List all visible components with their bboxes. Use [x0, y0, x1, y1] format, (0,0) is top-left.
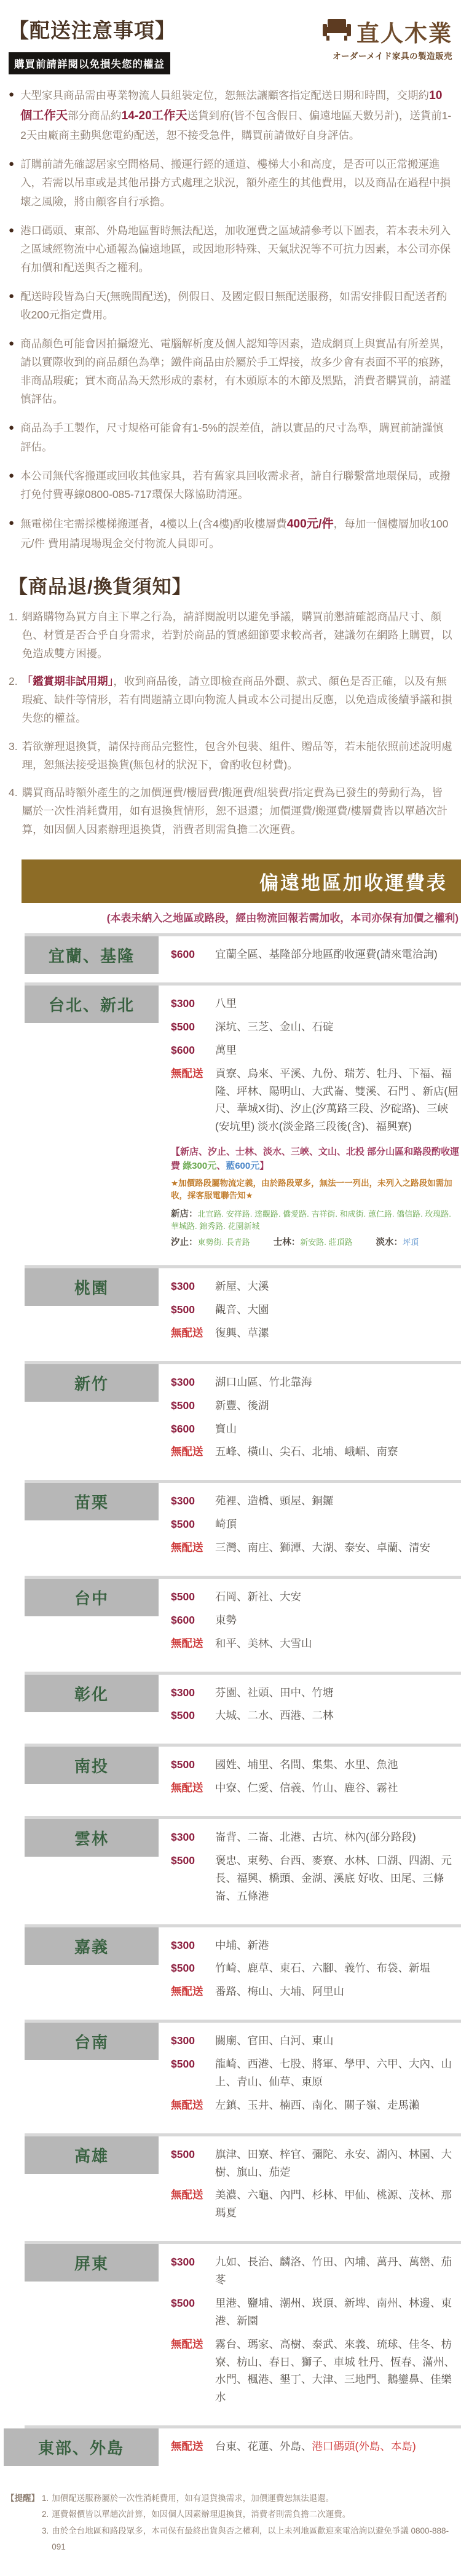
- notices-list: [0, 85, 461, 553]
- return-text: [22, 672, 452, 727]
- fee-line: [171, 1852, 461, 1905]
- page-title: 【配送注意事項】: [9, 19, 176, 42]
- text-segment: 配送時段皆為白天(無晚間配送)，例假日、及國定假日無配送服務，如需安排假日配送者酌收200元指定費用。: [20, 290, 447, 321]
- page-header: [0, 9, 461, 76]
- fee-table-row: [25, 933, 461, 974]
- fee-line: [171, 1937, 461, 1954]
- fee-line: [171, 946, 461, 963]
- return-text: [22, 737, 452, 774]
- return-item: [9, 607, 452, 663]
- fee-price: 無配送: [171, 1782, 203, 1795]
- notice-item: [9, 221, 452, 277]
- fee-line: [171, 1301, 461, 1319]
- text-segment: 【新店、汐止、士林、淡水、三峽、文山、北投 部分山區和路段酌收運費: [171, 1147, 460, 1171]
- area-text: 中埔、新港: [215, 1938, 269, 1951]
- area-text: 萬里: [215, 1043, 237, 1056]
- text-segment: ，收到商品後，請立即檢查商品外觀、款式、顏色是否正確，以及有無瑕疵、缺件等情形，若有問題請立即向物流人員或本公司提出反應，以免造成後續爭議和損失您的權益。: [22, 675, 452, 725]
- fee-areas: [215, 1756, 398, 1774]
- reminder-text: 加價配送服務屬於一次性消耗費用，如有退貨換需求，加價運費恕無法退還。: [52, 2494, 334, 2503]
- bullet-icon: ●: [9, 470, 15, 481]
- region-label: 彰化: [25, 1675, 159, 1712]
- reminder-item: [42, 2507, 455, 2523]
- fee-areas: [215, 1635, 312, 1653]
- fee-lines: [159, 1579, 461, 1663]
- text-segment: 、: [216, 1160, 226, 1171]
- notice-text: [20, 287, 452, 324]
- road-group: [171, 1235, 250, 1248]
- region-label: 屏東: [25, 2244, 159, 2282]
- fee-line: [171, 1539, 461, 1557]
- fee-areas: [215, 1937, 269, 1954]
- area-text: 台東、花蓮、外島、: [215, 2440, 312, 2453]
- road-names: 東勢街. 長青路: [197, 1238, 250, 1247]
- fee-price: $300: [171, 1375, 195, 1388]
- notice-item: [9, 85, 452, 144]
- fee-line: [171, 1828, 461, 1846]
- road-list: [171, 1207, 461, 1248]
- fee-price: 無配送: [171, 2337, 203, 2350]
- text-segment: 商品為手工製作，尺寸規格可能會有1-5%的誤差值，請以實品的尺寸為準，購買前請謹慎評估。: [20, 422, 444, 453]
- item-number: 4.: [9, 786, 18, 799]
- notice-text: [20, 85, 452, 144]
- return-text: [22, 783, 452, 839]
- text-segment: 訂購前請先確認居家空間格局、搬運行經的通道、樓梯大小和高度，是否可以正常搬運進入，若需以吊車或是其他吊掛方式處理之狀況，額外產生的其他費用，以及商品在過程中損壞之風險，將由顧客自行承擔。: [20, 158, 451, 208]
- area-text: 褒忠、東勢、台西、麥寮、水林、口湖、四湖、元長、福興、橋頭、金湖、溪底 好收、田尾、三條崙、五條港: [215, 1854, 452, 1902]
- fee-areas: [215, 2096, 420, 2114]
- notice-text: [20, 221, 452, 277]
- taipei-surcharge-note: [171, 1145, 461, 1248]
- fee-price: 無配送: [171, 1326, 203, 1339]
- item-number: 1.: [9, 610, 18, 623]
- fee-price: 無配送: [171, 1445, 203, 1458]
- reminder-list: [42, 2491, 455, 2555]
- text-segment: 本公司無代客搬運或回收其他家具，若有舊家具回收需求者，請自行聯繫當地環保局，或撥打免付費專線0800-085-717環保大隊協助清運。: [20, 469, 451, 500]
- notice-text: [20, 514, 452, 553]
- area-text: 國姓、埔里、名間、集集、水里、魚池: [215, 1758, 398, 1771]
- fee-line: [171, 1707, 461, 1725]
- fee-line: [171, 1779, 461, 1797]
- fee-price: 無配送: [171, 2440, 203, 2453]
- fee-price: $500: [171, 1518, 195, 1531]
- fee-price: $500: [171, 2296, 195, 2309]
- brand-row: [323, 15, 452, 48]
- fee-areas: [215, 2186, 461, 2222]
- road-names: 新安路. 莊頂路: [300, 1238, 353, 1247]
- fee-areas: [215, 2253, 461, 2289]
- region-label: 宜蘭、基隆: [25, 936, 159, 974]
- fee-areas: [215, 946, 438, 963]
- fee-line: [171, 1018, 461, 1036]
- section-title-returns: 【商品退/換貨須知】: [9, 576, 192, 598]
- fee-lines: [159, 2023, 461, 2125]
- fee-table-row: [25, 2425, 461, 2466]
- fee-areas: [215, 2336, 461, 2407]
- area-text: 和平、美林、大雪山: [215, 1637, 312, 1650]
- area-text: 宜蘭全區、基隆部分地區酌收運費(請來電洽詢): [215, 948, 438, 961]
- fee-line: [171, 2336, 461, 2407]
- area-text: 美濃、六龜、內門、杉林、甲仙、桃源、茂林、那瑪夏: [215, 2189, 452, 2219]
- fee-areas: [215, 1684, 334, 1702]
- reminder-item: [42, 2523, 455, 2556]
- fee-lines: [159, 1927, 461, 2012]
- bullet-icon: ●: [9, 224, 15, 235]
- note-star-line: ★加價路段屬物流定義，由於路段眾多，無法一一列出，未列入之路段如需加收，採客服電聯告知★: [171, 1179, 452, 1201]
- item-number: 3.: [9, 740, 18, 753]
- fee-lines: [159, 2428, 461, 2466]
- text-segment: 網路購物為買方自主下單之行為，請詳閱說明以避免爭議，購買前懇請確認商品尺寸、顏色、材質是否合乎自身需求，若對於商品的質感細節要求較高者，建議勿在網路上購買，以免造成雙方困擾。: [22, 610, 452, 660]
- fee-line: [171, 2096, 461, 2114]
- notice-text: [20, 334, 452, 408]
- area-text: 里港、鹽埔、潮州、崁頂、新埤、南州、林邊、東港、新園: [215, 2296, 452, 2327]
- sofa-icon: [323, 19, 351, 44]
- region-label: 東部、外島: [4, 2428, 159, 2466]
- area-text: 芬園、社頭、田中、竹塘: [215, 1686, 334, 1699]
- fee-table-row: [25, 1576, 461, 1663]
- bullet-icon: ●: [9, 422, 15, 433]
- fee-price: $600: [171, 1613, 195, 1626]
- notice-text: [20, 155, 452, 210]
- road-district-label: 淡水：: [376, 1238, 403, 1248]
- area-text: 中寮、仁愛、信義、竹山、鹿谷、霧社: [215, 1782, 398, 1795]
- fee-lines: [159, 1364, 461, 1472]
- fee-price: $500: [171, 1854, 195, 1867]
- fee-areas: [215, 2146, 461, 2181]
- fee-lines: [159, 1268, 461, 1353]
- fee-line: [171, 1373, 461, 1391]
- fee-price: $500: [171, 1709, 195, 1722]
- fee-areas: [215, 1611, 237, 1629]
- fee-table: [0, 933, 461, 2466]
- brand-logo: [323, 15, 452, 61]
- area-text: 竹崎、鹿草、東石、六腳、義竹、布袋、新塭: [215, 1962, 430, 1975]
- item-number: 1.: [42, 2494, 49, 2503]
- fee-price: $300: [171, 1686, 195, 1699]
- fee-table-row: [25, 2241, 461, 2417]
- fee-areas: [215, 1373, 312, 1391]
- fee-line: [171, 1278, 461, 1295]
- brand-name: 直人木業: [357, 22, 452, 47]
- text-segment: 10個工作天: [20, 89, 443, 123]
- fee-price: $300: [171, 1831, 195, 1844]
- fee-price: $500: [171, 2147, 195, 2160]
- fee-price: 無配送: [171, 2098, 203, 2111]
- fee-table-row: [25, 1924, 461, 2012]
- notice-item: [9, 334, 452, 408]
- region-label: 台南: [25, 2023, 159, 2060]
- road-row: [171, 1207, 461, 1231]
- fee-price: $500: [171, 1399, 195, 1412]
- fee-lines: [159, 2244, 461, 2417]
- reminder-item: [42, 2491, 455, 2507]
- area-text: 東勢: [215, 1613, 237, 1626]
- fee-line: [171, 1756, 461, 1774]
- fee-table-row: [25, 1744, 461, 1808]
- fee-line: [171, 1041, 461, 1059]
- fee-table-note: (本表未納入之地區或路段，經由物流回報若需加收，本司亦保有加價之權利): [106, 912, 459, 925]
- return-text: [22, 607, 452, 663]
- fee-line: [171, 1684, 461, 1702]
- fee-price: $300: [171, 997, 195, 1010]
- fee-price: $600: [171, 948, 195, 961]
- fee-line: [171, 1420, 461, 1438]
- fee-areas: [215, 1018, 334, 1036]
- area-text: 三灣、南庄、獅潭、大湖、泰安、卓蘭、清安: [215, 1541, 430, 1554]
- item-number: 3.: [42, 2526, 49, 2535]
- fee-line: [171, 995, 461, 1013]
- fee-line: [171, 1443, 461, 1461]
- fee-line: [171, 2146, 461, 2181]
- brand-tagline: オーダーメイド家具の製造販売: [332, 52, 452, 61]
- fee-areas: [215, 2055, 461, 2091]
- fee-line: [171, 1588, 461, 1606]
- fee-lines: [159, 1675, 461, 1736]
- fee-table-row: [25, 2133, 461, 2233]
- area-text: 霧台、瑪家、高樹、泰武、來義、琉球、佳冬、枋寮、枋山、春日、獅子、車城 牡丹、恆春、滿州、水門、楓港、墾丁、大津、三地門、鵝鑾鼻、佳樂水: [215, 2337, 455, 2404]
- fee-lines: [159, 1747, 461, 1808]
- area-text: 番路、梅山、大埔、阿里山: [215, 1985, 344, 1998]
- reminder-label: 【提醒】: [6, 2494, 39, 2503]
- text-segment: 無電梯住宅需採樓梯搬運者，4樓以上(含4樓)酌收樓層費: [20, 517, 287, 530]
- region-label: 桃園: [25, 1268, 159, 1306]
- road-group: [376, 1235, 419, 1248]
- region-label: 台中: [25, 1579, 159, 1616]
- fee-table-banner: 偏遠地區加收運費表: [22, 859, 461, 903]
- notice-text: [20, 419, 452, 456]
- area-text: 新屋、大溪: [215, 1280, 269, 1293]
- area-text: 寶山: [215, 1422, 237, 1435]
- area-text: 八里: [215, 997, 237, 1010]
- region-label: 嘉義: [25, 1927, 159, 1965]
- region-label: 苗栗: [25, 1483, 159, 1520]
- fee-price: 無配送: [171, 1637, 203, 1650]
- fee-price: $300: [171, 1495, 195, 1507]
- return-item: [9, 783, 452, 839]
- fee-areas: [215, 1041, 237, 1059]
- text-segment: 400元/件: [286, 517, 334, 531]
- fee-line: [171, 1065, 461, 1136]
- fee-table-row: [25, 1361, 461, 1472]
- return-item: [9, 672, 452, 727]
- reminder-footnote: [6, 2491, 455, 2555]
- region-label: 新竹: [25, 1364, 159, 1402]
- bullet-icon: ●: [9, 338, 15, 349]
- fee-price: $500: [171, 1020, 195, 1033]
- fee-line: [171, 1611, 461, 1629]
- road-names: 北宜路. 安祥路. 達觀路. 僑愛路. 吉祥街. 和成街. 蕙仁路. 僑信路. 玫瑰路. 華城路. 錦秀路. 花園新城: [171, 1209, 451, 1231]
- bullet-icon: ●: [9, 517, 15, 528]
- fee-price: $500: [171, 1303, 195, 1316]
- text-segment: ，每加一個樓層加收100元/件 費用請現場現金交付物流人員即可。: [20, 517, 449, 550]
- title-block: [9, 15, 304, 74]
- region-label: 台北、新北: [25, 986, 159, 1023]
- fee-table-row: [25, 1672, 461, 1736]
- fee-table-row: [25, 1816, 461, 1916]
- fee-price: $600: [171, 1422, 195, 1435]
- area-text: 復興、草漯: [215, 1326, 269, 1339]
- region-label: 高雄: [25, 2136, 159, 2174]
- text-segment: 若欲辦理退換貨，請保持商品完整性，包含外包裝、組件、贈品等，若未能依照前述說明處理，恕無法接受退換貨(無包材的狀況下，會酌收包材費)。: [22, 740, 452, 771]
- area-text: 關廟、官田、白河、東山: [215, 2034, 334, 2047]
- fee-line: [171, 1983, 461, 2001]
- area-text: 五峰、橫山、尖石、北埔、峨嵋、南寮: [215, 1445, 398, 1458]
- fee-areas: [215, 1301, 269, 1319]
- text-segment: 送貨到府(皆不包含假日、偏遠地區天數另計)，送貨前1-2天由廠商主動與您電約配送，恕不接受急件，購買前請做好自身評估。: [20, 109, 452, 142]
- text-segment: 大型家具商品需由專業物流人員組裝定位，恕無法讓顧客指定配送日期和時間，交期約: [20, 89, 430, 101]
- bullet-icon: ●: [9, 89, 15, 100]
- fee-areas: [215, 1539, 430, 1557]
- area-text: 大城、二水、西港、二林: [215, 1709, 334, 1722]
- text-segment: 】: [259, 1160, 269, 1171]
- fee-lines: [159, 986, 461, 1257]
- text-segment: 部分商品約: [68, 109, 122, 122]
- fee-line: [171, 2032, 461, 2050]
- text-segment: 商品顏色可能會因拍攝燈光、電腦解析度及個人認知等因素，造成網頁上與實品有所差異，請以實際收到的商品顏色為準；鐵件商品由於屬於手工焊接，故多少會有表面不平的痕跡，非商品瑕疵；實木商品為天然形成的素材，有木頭原本的木節及黑點，消費者購買前，請謹慎評估。: [20, 338, 451, 406]
- fee-areas: [215, 1492, 334, 1510]
- notice-item: [9, 155, 452, 210]
- fee-price: $500: [171, 1962, 195, 1975]
- fee-lines: [159, 1483, 461, 1567]
- area-text: 崎頂: [215, 1518, 237, 1531]
- fee-areas: [215, 2294, 461, 2330]
- area-text: 新豐、後湖: [215, 1399, 269, 1412]
- text-segment: 藍600元: [226, 1160, 260, 1171]
- notice-text: [20, 467, 452, 504]
- fee-table-row: [25, 1265, 461, 1353]
- returns-list: [0, 607, 461, 839]
- purchase-warning-badge: 購買前請詳閱以免損失您的權益: [9, 52, 170, 74]
- fee-areas: [215, 995, 237, 1013]
- note-bracket-line: [171, 1145, 461, 1173]
- area-text: 龍崎、西港、七股、將軍、學甲、六甲、大內、山上、青山、仙草、東原: [215, 2058, 452, 2088]
- fee-lines: [159, 2136, 461, 2233]
- reminder-text: 運費報價皆以單趟次計算，如因個人因素辦理退換貨，消費者則需負擔二次運費。: [52, 2510, 351, 2519]
- fee-areas: [215, 1779, 398, 1797]
- fee-price: $500: [171, 2058, 195, 2071]
- fee-areas: [215, 1278, 269, 1295]
- fee-price: $600: [171, 1043, 195, 1056]
- region-label: 雲林: [25, 1819, 159, 1857]
- no-delivery-area-text: 港口碼頭(外島、本島): [312, 2440, 416, 2453]
- fee-areas: [215, 1324, 269, 1342]
- fee-lines: [159, 1819, 461, 1916]
- area-text: 貢寮、烏來、平溪、九份、瑞芳、牡丹、下福、福隆、坪林、陽明山、大武崙、雙溪、石門 、新店(屈尺、華城X街)、汐止(汐萬路三段、汐碇路)、三峽(安坑里) 淡水(淡金路三段後(含)、福興寮): [215, 1067, 459, 1133]
- fee-line: [171, 2294, 461, 2330]
- fee-lines: [159, 936, 461, 974]
- fee-areas: [215, 1065, 461, 1136]
- fee-price: 無配送: [171, 1067, 203, 1080]
- area-text: 左鎮、玉井、楠西、南化、關子嶺、走馬瀨: [215, 2098, 420, 2111]
- notice-item: [9, 287, 452, 324]
- text-segment: 「鑑賞期非試用期」: [22, 675, 114, 688]
- fee-price: $300: [171, 1938, 195, 1951]
- fee-price: 無配送: [171, 1985, 203, 1998]
- area-text: 湖口山區、竹北靠海: [215, 1375, 312, 1388]
- fee-price: $300: [171, 1280, 195, 1293]
- fee-line: [171, 1492, 461, 1510]
- fee-line: [171, 2055, 461, 2091]
- fee-line: [171, 1324, 461, 1342]
- text-segment: 購買商品時額外產生的之加價運費/樓層費/搬運費/組裝費/指定費為已發生的勞動行為，皆屬於一次性消耗費用，如有退換貨情形，恕不退還；加價運費/搬運費/樓層費皆以單趟次計算，如因個人因素辦理退換貨，消費者則需負擔二次運費。: [22, 786, 447, 836]
- fee-table-row: [25, 2020, 461, 2125]
- fee-areas: [215, 1852, 461, 1905]
- fee-areas: [215, 1588, 301, 1606]
- area-text: 石岡、新社、大安: [215, 1590, 301, 1603]
- bullet-icon: ●: [9, 290, 15, 301]
- fee-line: [171, 2186, 461, 2222]
- fee-line: [171, 1397, 461, 1415]
- fee-price: $500: [171, 1758, 195, 1771]
- fee-areas: [215, 1828, 416, 1846]
- road-district-label: 士林：: [273, 1238, 301, 1248]
- fee-areas: [215, 1515, 237, 1533]
- road-district-label: 汐止：: [171, 1238, 198, 1248]
- bullet-icon: ●: [9, 159, 15, 170]
- return-item: [9, 737, 452, 774]
- text-segment: 14-20工作天: [121, 109, 187, 123]
- region-label: 南投: [25, 1747, 159, 1784]
- fee-table-row: [25, 1480, 461, 1567]
- area-text: 深坑、三芝、金山、石碇: [215, 1020, 334, 1033]
- fee-areas: [215, 1420, 237, 1438]
- road-group: [274, 1235, 353, 1248]
- fee-areas: [215, 1443, 398, 1461]
- fee-areas: [215, 1959, 430, 1977]
- fee-price: $500: [171, 1590, 195, 1603]
- area-text: 旗津、田寮、梓官、彌陀、永安、湖內、林園、大樹、旗山、茄萣: [215, 2147, 452, 2178]
- item-number: 2.: [9, 675, 18, 688]
- fee-price: $300: [171, 2256, 195, 2269]
- area-text: 九如、長治、麟洛、竹田、內埔、萬丹、萬巒、茄苳: [215, 2256, 452, 2286]
- fee-line: [171, 2438, 461, 2455]
- text-segment: 港口碼頭、東部、外島地區暫時無法配送，加收運費之區域請參考以下圖表，若本表未列入之區域經物流中心通報為偏遠地區，或因地形特殊、天氣狀況等不可抗力因素，本公司亦保有加價和配送與否之權利。: [20, 224, 451, 274]
- road-names: 坪頂: [402, 1238, 419, 1247]
- text-segment: 綠300元: [183, 1160, 217, 1171]
- notice-item: [9, 514, 452, 553]
- road-district-label: 新店：: [171, 1209, 198, 1220]
- road-group: [171, 1207, 461, 1231]
- fee-price: 無配送: [171, 1541, 203, 1554]
- fee-line: [171, 1515, 461, 1533]
- fee-line: [171, 1635, 461, 1653]
- fee-line: [171, 2253, 461, 2289]
- area-text: 崙背、二崙、北港、古坑、林內(部分路段): [215, 1831, 416, 1844]
- fee-areas: [215, 1397, 269, 1415]
- notice-item: [9, 419, 452, 456]
- area-text: 觀音、大園: [215, 1303, 269, 1316]
- area-text: 苑裡、造橋、頭屋、銅鑼: [215, 1495, 334, 1507]
- fee-line: [171, 1959, 461, 1977]
- fee-areas: [215, 2438, 416, 2455]
- notice-item: [9, 467, 452, 504]
- fee-table-row: [25, 982, 461, 1257]
- fee-areas: [215, 1983, 344, 2001]
- road-row: [171, 1235, 461, 1248]
- fee-price: $300: [171, 2034, 195, 2047]
- item-number: 2.: [42, 2510, 49, 2519]
- fee-areas: [215, 1707, 334, 1725]
- fee-price: 無配送: [171, 2189, 203, 2202]
- reminder-text: 由於全台地區和路段眾多，本司保有最終出貨與否之權利，以上未列地區歡迎來電洽詢以避免爭議 0800-888-091: [52, 2526, 449, 2552]
- fee-areas: [215, 2032, 334, 2050]
